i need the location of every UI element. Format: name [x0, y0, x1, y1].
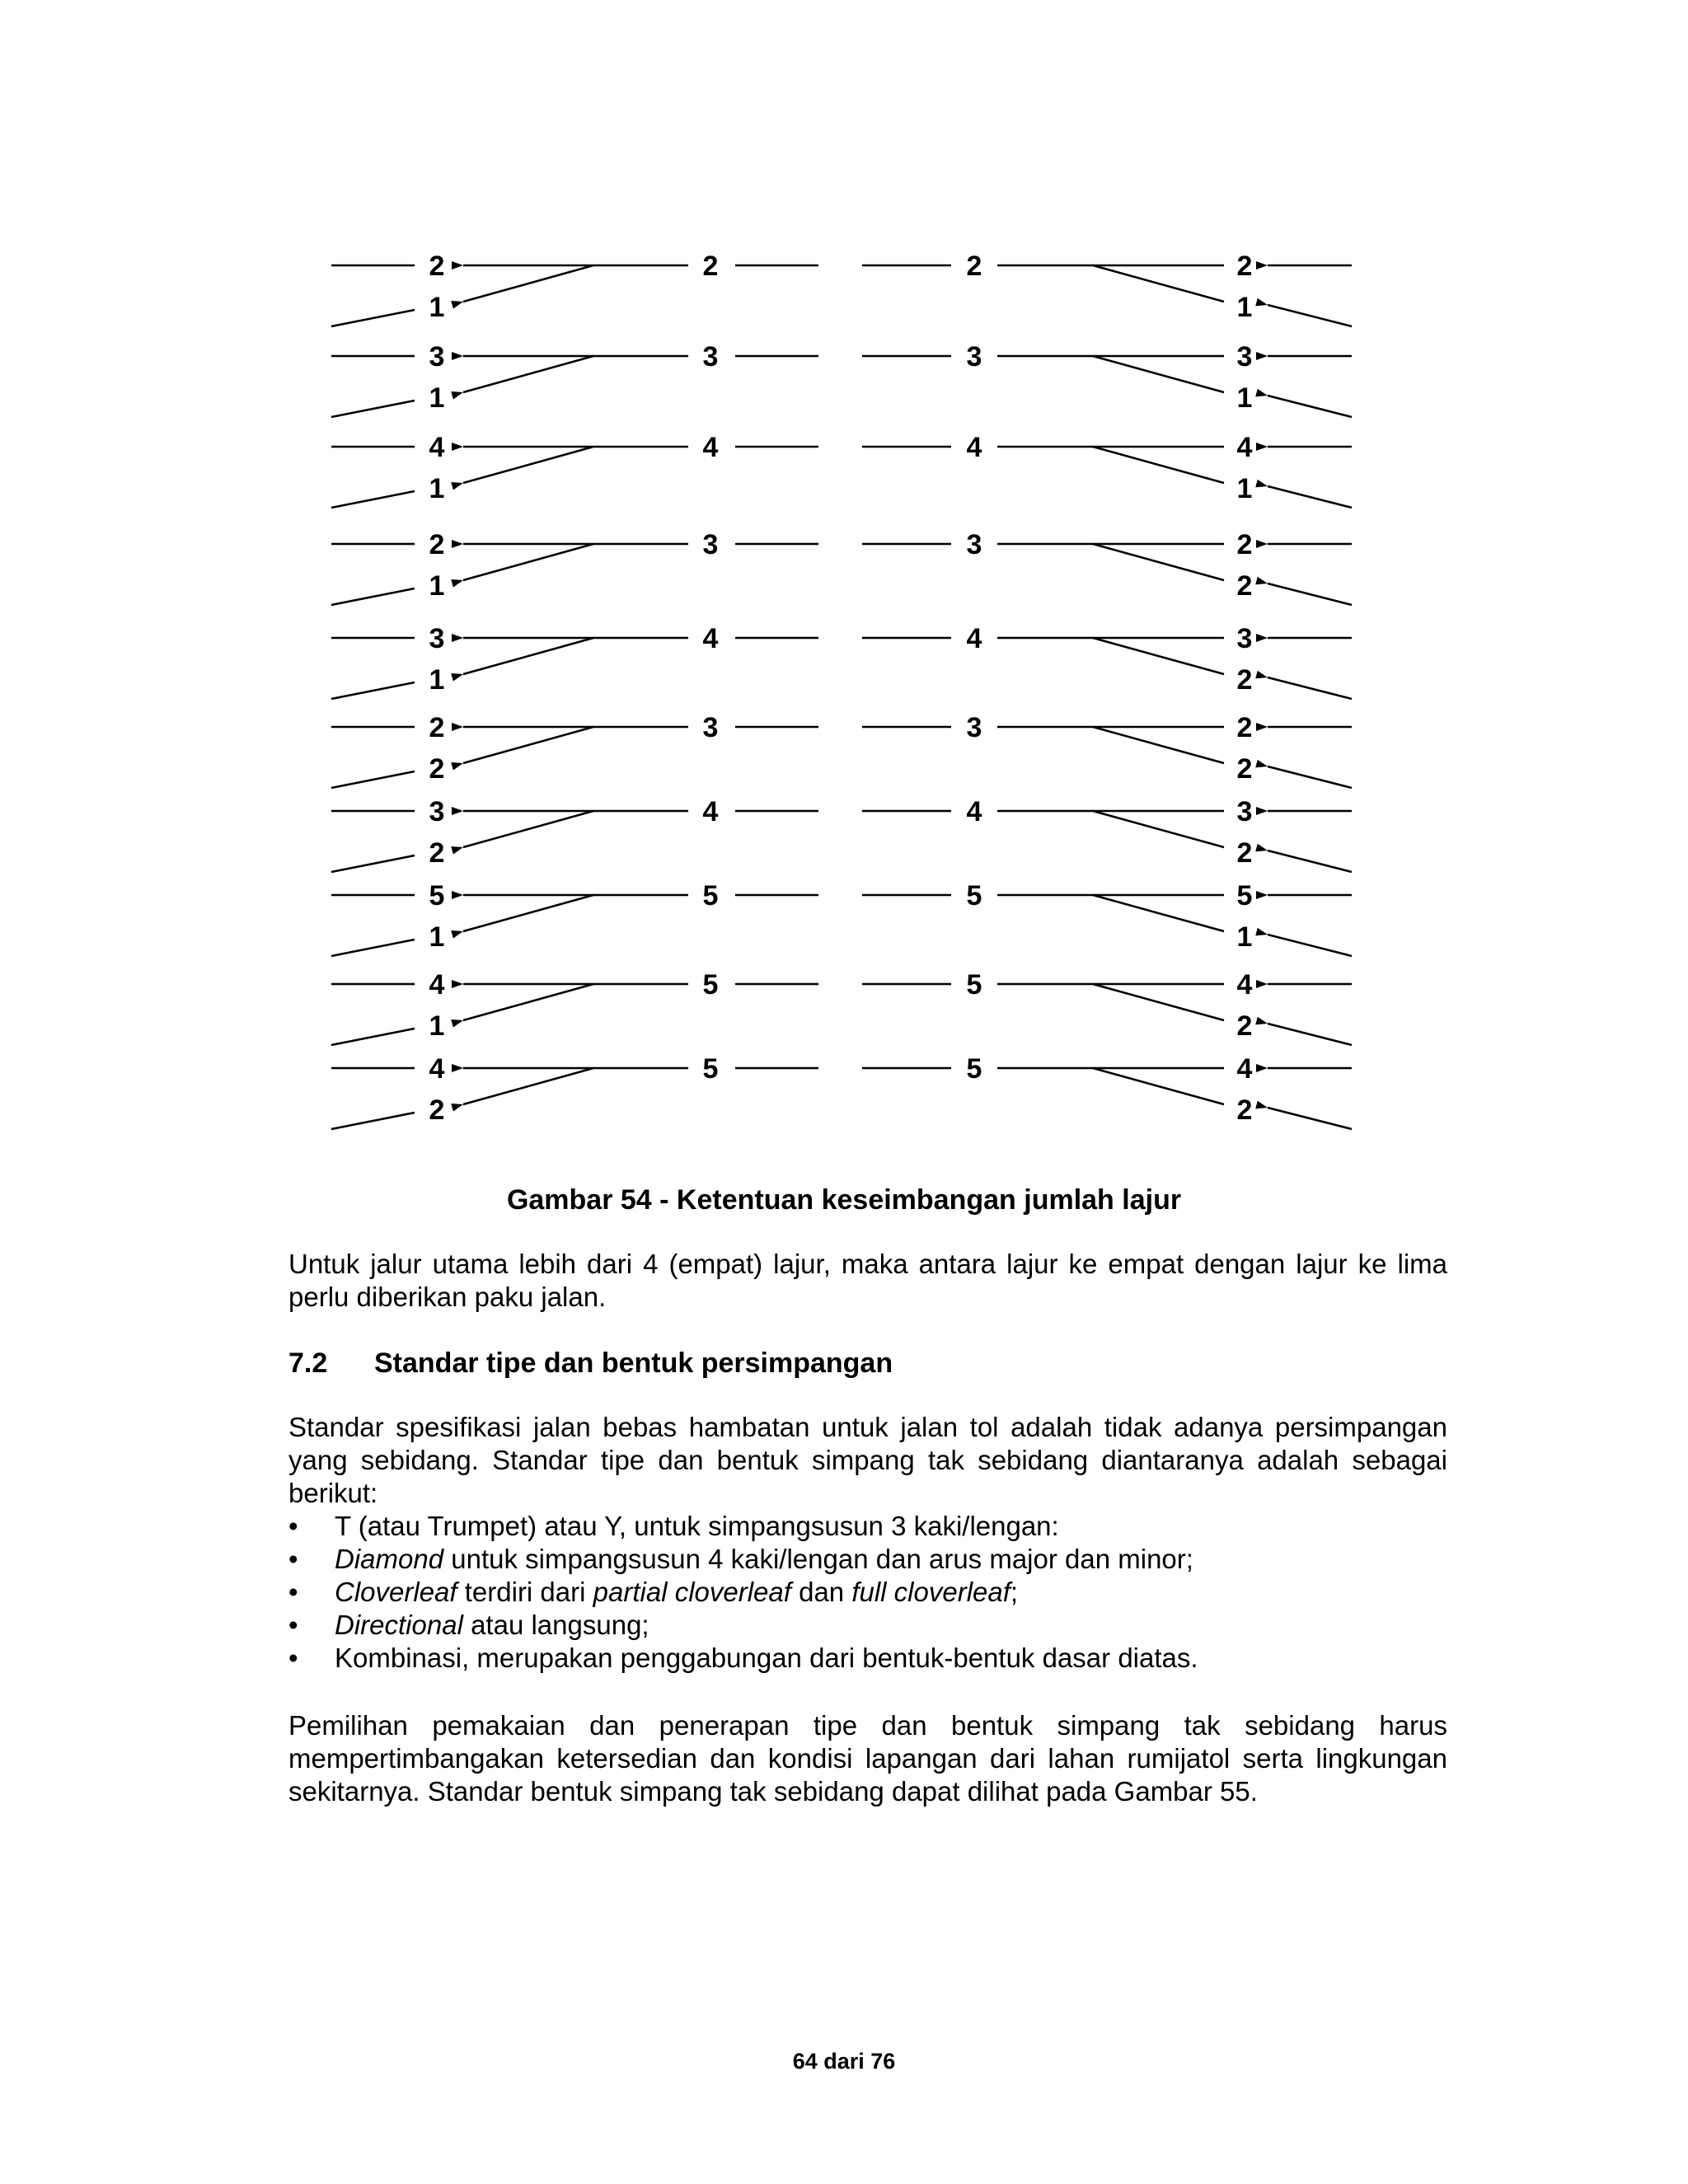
left-branch-lane-line	[331, 1113, 415, 1129]
left-branch-lane-count: 2	[429, 1094, 445, 1126]
left-diverge-arrow	[463, 811, 593, 847]
left-diverge-arrow	[463, 638, 593, 674]
left-main-lane-count: 5	[429, 880, 445, 912]
right-branch-split-line	[1093, 895, 1224, 931]
left-branch-lane-line	[331, 310, 415, 326]
right-outgoing-lane-count: 5	[966, 880, 982, 912]
left-incoming-lane-count: 5	[702, 1053, 719, 1085]
right-branch-lane-count: 1	[1236, 473, 1253, 504]
bullet-icon: •	[288, 1511, 298, 1541]
left-branch-lane-count: 2	[429, 837, 445, 869]
left-main-lane-count: 4	[429, 432, 445, 463]
left-branch-lane-count: 2	[429, 753, 445, 785]
right-outgoing-lane-count: 3	[966, 341, 982, 373]
left-incoming-lane-count: 2	[702, 251, 719, 282]
left-main-lane-count: 3	[429, 796, 445, 827]
left-incoming-lane-count: 5	[702, 969, 719, 1001]
left-branch-lane-line	[331, 1029, 415, 1045]
paragraph-selection	[288, 1709, 1447, 1808]
left-branch-lane-count: 1	[429, 921, 445, 953]
right-main-lane-count: 3	[1236, 341, 1253, 373]
right-main-lane-count: 3	[1236, 623, 1253, 654]
bullet-list	[288, 1510, 1447, 1675]
right-main-lane-count: 4	[1236, 432, 1253, 463]
left-branch-lane-count: 1	[429, 570, 445, 602]
right-branch-lane-count: 2	[1236, 753, 1253, 785]
bullet-icon: •	[288, 1544, 298, 1574]
right-branch-split-line	[1093, 447, 1224, 483]
left-incoming-lane-count: 5	[702, 880, 719, 912]
left-diverge-arrow	[463, 1068, 593, 1104]
paragraph-text: Untuk jalur utama lebih dari 4 (empat) lajur, maka antara lajur ke empat dengan lajur ke lima perlu diberikan paku jalan.	[288, 1249, 1447, 1312]
right-outgoing-lane-count: 4	[966, 623, 982, 654]
right-branch-lane-count: 2	[1236, 1094, 1253, 1126]
right-branch-lane-count: 2	[1236, 837, 1253, 869]
bullet-icon: •	[288, 1643, 298, 1673]
paragraph-text: Pemilihan pemakaian dan penerapan tipe dan bentuk simpang tak sebidang harus mempertimbangakan ketersedian dan kondisi lapangan dari lahan rumijatol serta lingkungan sekitarnya. Standar bentuk simpang tak sebidang dapat dilihat pada Gambar 55.	[288, 1710, 1447, 1807]
bullet-icon: •	[288, 1610, 298, 1640]
right-branch-split-line	[1093, 727, 1224, 763]
right-outgoing-lane-count: 4	[966, 432, 982, 463]
right-branch-split-line	[1093, 356, 1224, 392]
left-main-lane-count: 2	[429, 712, 445, 743]
right-branch-arrow	[1268, 677, 1352, 699]
left-branch-lane-count: 1	[429, 664, 445, 696]
bullet-icon: •	[288, 1577, 298, 1607]
left-diverge-arrow	[463, 984, 593, 1020]
left-diverge-arrow	[463, 356, 593, 392]
left-diverge-arrow	[463, 727, 593, 763]
right-outgoing-lane-count: 4	[966, 796, 982, 827]
section-number: 7.2	[288, 1347, 328, 1379]
right-outgoing-lane-count: 5	[966, 969, 982, 1001]
right-main-lane-count: 2	[1236, 529, 1253, 560]
right-branch-arrow	[1268, 486, 1352, 508]
right-branch-split-line	[1093, 811, 1224, 847]
right-branch-split-line	[1093, 265, 1224, 302]
right-main-lane-count: 4	[1236, 969, 1253, 1001]
right-branch-lane-count: 2	[1236, 570, 1253, 602]
right-branch-lane-count: 1	[1236, 292, 1253, 323]
right-outgoing-lane-count: 3	[966, 712, 982, 743]
right-branch-arrow	[1268, 583, 1352, 605]
paragraph-intersection-types	[288, 1411, 1447, 1675]
right-branch-split-line	[1093, 638, 1224, 674]
left-diverge-arrow	[463, 447, 593, 483]
right-outgoing-lane-count: 2	[966, 251, 982, 282]
left-main-lane-count: 3	[429, 341, 445, 373]
right-branch-arrow	[1268, 935, 1352, 956]
list-item: • Kombinasi, merupakan penggabungan dari bentuk-bentuk dasar diatas.	[288, 1643, 1198, 1673]
left-diverge-arrow	[463, 265, 593, 302]
right-branch-arrow	[1268, 396, 1352, 417]
left-branch-lane-line	[331, 588, 415, 605]
figure-caption: Gambar 54 - Ketentuan keseimbangan jumlah lajur	[506, 1184, 1182, 1216]
left-branch-lane-line	[331, 940, 415, 956]
right-branch-arrow	[1268, 305, 1352, 326]
right-branch-split-line	[1093, 1068, 1224, 1104]
right-branch-lane-count: 1	[1236, 921, 1253, 953]
right-main-lane-count: 2	[1236, 712, 1253, 743]
page-number: 64 dari 76	[792, 2049, 896, 2074]
section-heading	[288, 1347, 893, 1380]
left-incoming-lane-count: 3	[702, 341, 719, 373]
right-main-lane-count: 2	[1236, 251, 1253, 282]
paragraph-text: Standar spesifikasi jalan bebas hambatan untuk jalan tol adalah tidak adanya persimpangan yang sebidang. Standar tipe dan bentuk simpang tak sebidang diantaranya adalah sebagai berikut:	[288, 1412, 1447, 1508]
list-item: • T (atau Trumpet) atau Y, untuk simpangsusun 3 kaki/lengan:	[288, 1511, 1059, 1541]
left-main-lane-count: 3	[429, 623, 445, 654]
list-item: • Directional atau langsung;	[288, 1610, 649, 1640]
right-main-lane-count: 5	[1236, 880, 1253, 912]
left-diverge-arrow	[463, 544, 593, 580]
left-branch-lane-count: 1	[429, 473, 445, 504]
list-item: • Cloverleaf terdiri dari partial cloverleaf dan full cloverleaf;	[288, 1577, 1019, 1607]
list-item: • Diamond untuk simpangsusun 4 kaki/lengan dan arus major dan minor;	[288, 1544, 1193, 1574]
left-incoming-lane-count: 3	[702, 712, 719, 743]
right-branch-arrow	[1268, 1024, 1352, 1045]
left-diverge-arrow	[463, 895, 593, 931]
right-branch-split-line	[1093, 984, 1224, 1020]
left-incoming-lane-count: 4	[702, 623, 719, 654]
left-main-lane-count: 4	[429, 969, 445, 1001]
left-branch-lane-count: 1	[429, 292, 445, 323]
left-branch-lane-count: 1	[429, 382, 445, 414]
paragraph-lane-markers	[288, 1248, 1447, 1314]
left-branch-lane-count: 1	[429, 1010, 445, 1042]
right-branch-split-line	[1093, 544, 1224, 580]
right-branch-lane-count: 2	[1236, 1010, 1253, 1042]
right-branch-lane-count: 2	[1236, 664, 1253, 696]
right-main-lane-count: 4	[1236, 1053, 1253, 1085]
right-branch-arrow	[1268, 851, 1352, 872]
right-branch-arrow	[1268, 766, 1352, 788]
left-branch-lane-line	[331, 401, 415, 417]
left-branch-lane-line	[331, 682, 415, 699]
left-branch-lane-line	[331, 491, 415, 508]
section-title: Standar tipe dan bentuk persimpangan	[374, 1347, 893, 1379]
left-incoming-lane-count: 3	[702, 529, 719, 560]
left-main-lane-count: 2	[429, 251, 445, 282]
right-branch-arrow	[1268, 1108, 1352, 1129]
left-branch-lane-line	[331, 855, 415, 872]
right-main-lane-count: 3	[1236, 796, 1253, 827]
left-incoming-lane-count: 4	[702, 432, 719, 463]
left-branch-lane-line	[331, 771, 415, 788]
right-outgoing-lane-count: 5	[966, 1053, 982, 1085]
left-incoming-lane-count: 4	[702, 796, 719, 827]
right-outgoing-lane-count: 3	[966, 529, 982, 560]
left-main-lane-count: 2	[429, 529, 445, 560]
left-main-lane-count: 4	[429, 1053, 445, 1085]
right-branch-lane-count: 1	[1236, 382, 1253, 414]
